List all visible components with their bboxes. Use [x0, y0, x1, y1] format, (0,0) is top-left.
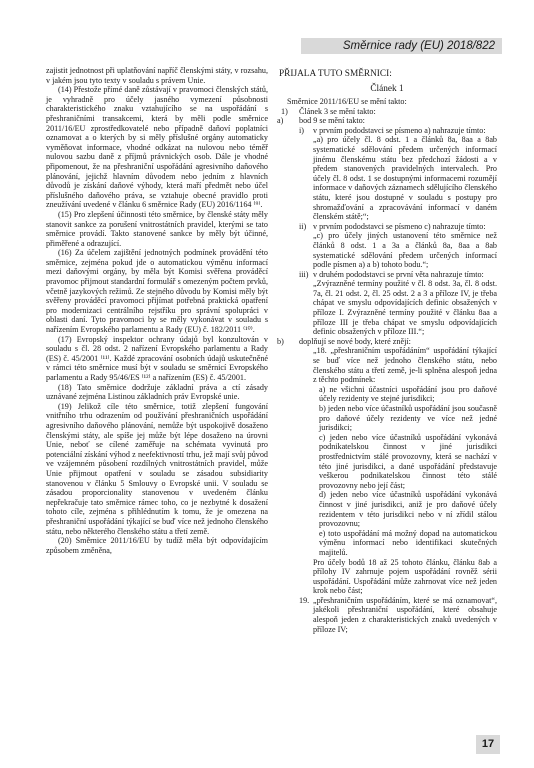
- quoted-definitions: „Zvýrazněné termíny použité v čl. 8 odst. 3a, čl. 8 odst. 7a, čl. 21 odst. 2, čl. 25 odst. 2 a 3 a příloze IV, je třeba chápat ve smyslu odpovídajících definic obsažených v příloze I. Zvýrazněné termíny použité v článku 8aa a příloze III je třeba chápat ve smyslu odpovídajících definic obsažených v příloze III.“;: [313, 279, 497, 337]
- page-number: 17: [476, 735, 500, 754]
- item-ii: [277, 222, 497, 232]
- adoption-heading: PŘIJALA TUTO SMĚRNICI:: [279, 69, 392, 79]
- right-column: [277, 66, 497, 634]
- point-18: „18. „přeshraničním uspořádáním“ uspořádání týkající se buď více než jednoho členského státu, nebo členského státu a třetí země, je-li splněna alespoň jedna z těchto podmínek:: [313, 346, 497, 385]
- item-iii-text: v druhém pododstavci se první věta nahrazuje tímto:: [313, 269, 484, 279]
- item-i: [277, 126, 497, 136]
- item-i-label: i): [299, 125, 304, 135]
- recital-17: (17) Evropský inspektor ochrany údajů byl konzultován v souladu s čl. 28 odst. 2 nařízení Evropského parlamentu a Rady (ES) č. 45/2001 ⁽¹¹⁾. Každé zpracování osobních údajů uskutečněné v rámci této směrnice musí být v souladu se směrnicí Evropského parlamentu a Rady 95/46/ES ⁽¹²⁾ a nařízením (ES) č. 45/2001.: [46, 334, 268, 382]
- recital-14: (14) Přestože přímé daně zůstávají v pravomoci členských států, je vyhradně pro účely jasného vymezení působnosti charakteristického znaku vztahujícího se na uspořádání s přeshraničními transakcemi, která by měli podle směrnice 2011/16/EU zprostředkovatelé nebo případně daňoví poplatníci oznamovat a o kterých by si měly příslušné orgány automaticky vyměňovat informace, vhodné odkázat na nulovou nebo téměř nulovou sazbu daně z příjmů právnických osob. Dále je vhodné připomenout, že na přeshraniční uspořádání agresivního daňového plánování, jejichž hlavním důvodem nebo jedním z hlavních důvodů je získání daňové výhody, která maří předmět nebo účel příslušného daňového práva, se vztahuje obecné pravidlo proti zneužívání uvedené v článku 6 směrnice Rady (EU) 2016/1164 ⁽⁹⁾.: [46, 85, 268, 210]
- recital-16: (16) Za účelem zajištění jednotných podmínek provádění této směrnice, zejména pokud jde o automatickou výměnu informací mezi daňovými orgány, by měla být Komisi svěřena prováděcí pravomoc přijmout standardní formulář s omezeným počtem prvků, včetně jazykových režimů. Ze stejného důvodu by Komisi měly být svěřeny prováděcí pravomoci přijímat potřebná praktická opatření pro modernizaci centrálního rejstříku pro správní spolupráci v oblasti daní. Tyto pravomoci by se měly vykonávat v souladu s nařízením Evropského parlamentu a Rady (EU) č. 182/2011 ⁽¹⁰⁾.: [46, 248, 268, 335]
- item-iii-label: iii): [299, 269, 309, 279]
- item-i-text: v prvním pododstavci se písmeno a) nahrazuje tímto:: [313, 125, 486, 135]
- item-b-text: doplňují se nové body, které znějí:: [299, 336, 411, 346]
- item-ii-label: ii): [299, 221, 307, 231]
- running-header: Směrnice rady (EU) 2018/822: [301, 38, 502, 54]
- item-a-label: a): [277, 116, 284, 126]
- point-18-a: a) ne všichni účastníci uspořádání jsou pro daňové účely rezidenty ve stejné jurisdikci;: [319, 384, 497, 404]
- item-1-text: Článek 3 se mění takto:: [299, 106, 376, 116]
- point-19: [277, 596, 497, 634]
- recital-20: (20) Směrnice 2011/16/EU by tudíž měla být odpovídajícím způsobem změněna,: [46, 536, 268, 555]
- item-a-text: bod 9 se mění takto:: [299, 116, 365, 126]
- quoted-point-c: „c) pro účely jiných ustanovení této směrnice než článků 8 odst. 1 a 3a a článků 8a, 8aa a 8ab systematické sdělování předem určených informací podle písmen a) a b) tohoto bodu.“;: [313, 231, 497, 270]
- item-1: [277, 107, 497, 117]
- left-column: [46, 66, 268, 555]
- point-18-closing: Pro účely bodů 18 až 25 tohoto článku, článku 8ab a přílohy IV zahrnuje pojem uspořádání rovněž sérii uspořádání. Uspořádání může zahrnovat více než jeden krok nebo část;: [313, 557, 497, 596]
- point-19-label: 19.: [299, 595, 310, 605]
- recital-19: (19) Jelikož cíle této směrnice, totiž zlepšení fungování vnitřního trhu odrazením od používání přeshraničních uspořádání agresivního daňového plánování, nemůže být uspokojivě dosaženo členskými státy, ale spíše jej může být lépe dosaženo na úrovni Unie, neboť se cílené zaměřuje na schémata vyvinutá pro potenciální získání výhod z neefektivností trhu, jež mají svůj původ ve vzájemném působení rozdílných vnitrostátních pravidel, může Unie přijmout opatření v souladu se zásadou subsidiarity stanovenou v článku 5 Smlouvy o Evropské unii. V souladu se zásadou proporcionality stanovenou v uvedeném článku nepřekračuje tato směrnice rámec toho, co je nezbytné k dosažení tohoto cíle, zejména s přihlédnutím k tomu, že je omezena na přeshraniční uspořádání týkající se buď více než jednoho členského státu, nebo některého členského státu a třetí země.: [46, 401, 268, 536]
- quoted-point-a: „a) pro účely čl. 8 odst. 1 a článků 8a, 8aa a 8ab systematické sdělování předem určených informací jinému členskému státu bez předchozí žádosti a v předem stanovených pravidelných intervalech. Pro účely čl. 8 odst. 1 se dostupnými informacemi rozumějí informace v daňových záznamech sdělujícího členského státu, které jsou dostupné v souladu s postupy pro shromažďování a zpracovávání informací v daném členském státě;“;: [313, 135, 497, 222]
- recital-18: (18) Tato směrnice dodržuje základní práva a ctí zásady uznávané zejména Listinou základních práv Evropské unie.: [46, 382, 268, 402]
- point-18-b: b) jeden nebo více účastníků uspořádání jsou současně pro daňové účely rezidenty ve více než jedné jurisdikci;: [319, 404, 497, 433]
- amendment-intro: Směrnice 2011/16/EU se mění takto:: [287, 97, 407, 106]
- point-19-text: „přeshraničním uspořádáním, které se má oznamovat“, jakékoli přeshraniční uspořádání, které obsahuje alespoň jeden z charakteristických znaků uvedených v příloze IV;: [313, 595, 497, 634]
- item-iii: [277, 270, 497, 280]
- point-18-e: e) toto uspořádání má možný dopad na automatickou výměnu informací nebo identifikaci skutečných majitelů.: [319, 528, 497, 557]
- item-ii-text: v prvním pododstavci se písmeno c) nahrazuje tímto:: [313, 221, 486, 231]
- item-b: [277, 337, 497, 347]
- item-1-label: 1): [281, 106, 288, 116]
- point-18-d: d) jeden nebo více účastníků uspořádání vykonává činnost v jiné jurisdikci, aniž je pro daňové účely rezidentem v této jurisdikci nebo v ní zřídil stálou provozovnu;: [319, 490, 497, 529]
- item-a: [277, 116, 497, 126]
- paragraph-continuation: zajistit jednotnost při uplatňování napříč členskými státy, v rozsahu, v jakém jsou tyto texty v souladu s právem Unie.: [46, 66, 268, 85]
- article-heading: Článek 1: [370, 84, 404, 94]
- point-18-c: c) jeden nebo více účastníků uspořádání vykonává podnikatelskou činnost v jiné jurisdikci prostřednictvím stálé provozovny, která se nachází v této jiné jurisdikci, a dané uspořádání představuje veškerou podnikatelskou činnost této stálé provozovny nebo její část;: [319, 432, 497, 490]
- recital-15: (15) Pro zlepšení účinnosti této směrnice, by členské státy měly stanovit sankce za porušení vnitrostátních pravidel, kterými se tato směrnice provádí. Takto stanovené sankce by měly být účinné, přiměřené a odrazující.: [46, 209, 268, 248]
- item-b-label: b): [277, 336, 284, 346]
